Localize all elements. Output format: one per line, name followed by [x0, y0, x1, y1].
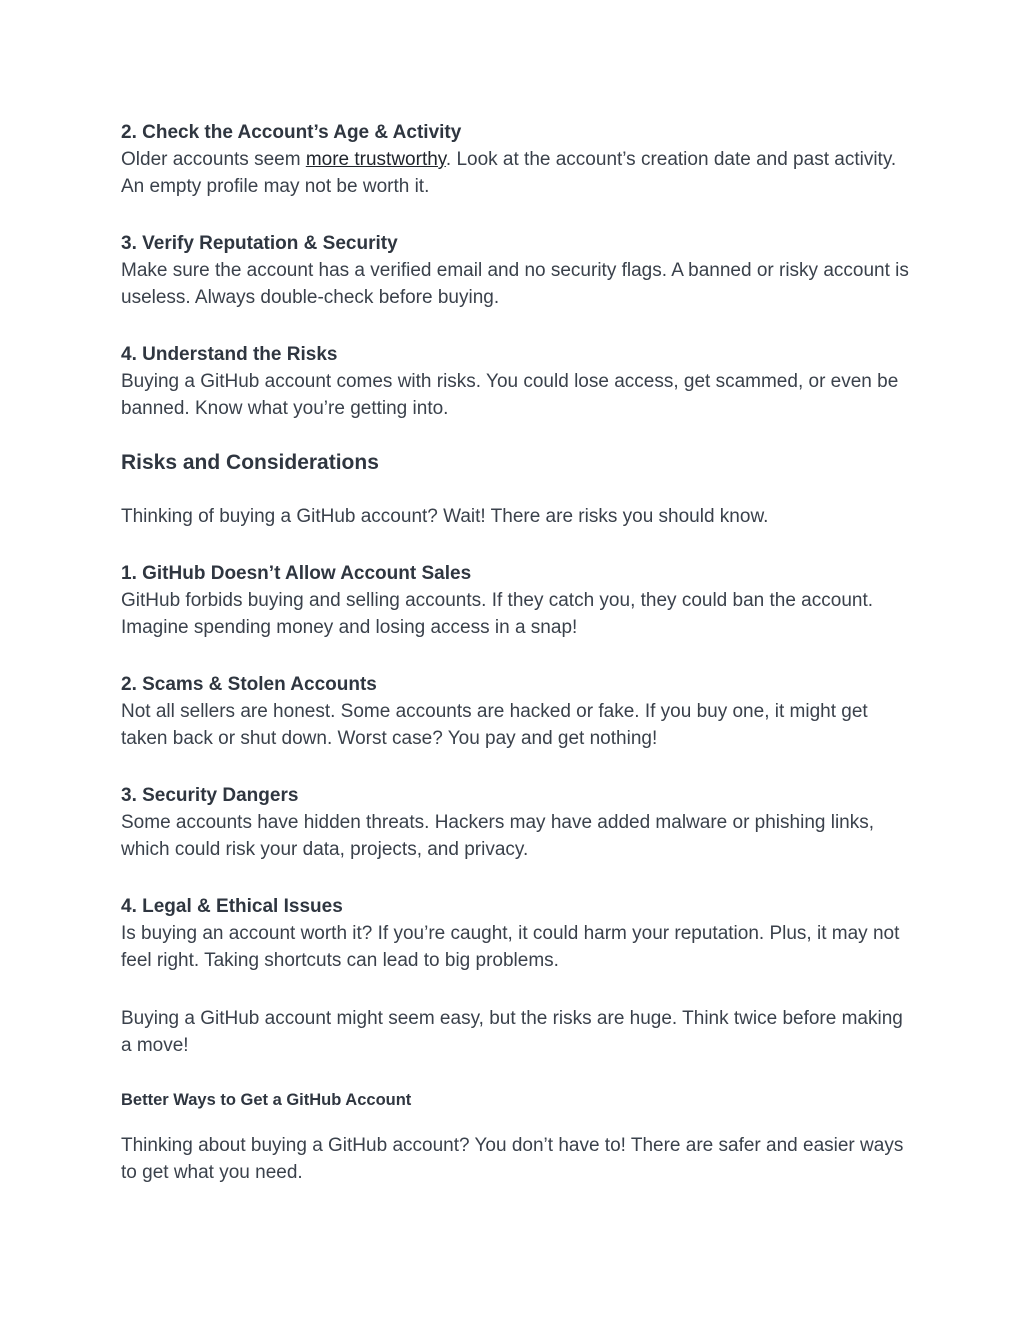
item-body: Is buying an account worth it? If you’re caught, it could harm your reputation. Plus, it may not feel right. Taking shortcuts can lead to big problems.	[121, 923, 900, 971]
item-body-text: Older accounts seem	[121, 149, 306, 170]
risk-item-scams	[121, 672, 911, 752]
item-body: Buying a GitHub account comes with risks. You could lose access, get scammed, or even be banned. Know what you’re getting into.	[121, 371, 899, 419]
risks-intro: Thinking of buying a GitHub account? Wait! There are risks you should know.	[121, 506, 769, 527]
risk-item-no-sales	[121, 561, 911, 641]
item-title: 1. GitHub Doesn’t Allow Account Sales	[121, 563, 472, 584]
item-title: 2. Check the Account’s Age & Activity	[121, 122, 462, 143]
section-heading-risks: Risks and Considerations	[121, 451, 379, 474]
item-title: 3. Security Dangers	[121, 785, 299, 806]
criteria-item-risks	[121, 342, 911, 422]
better-ways-intro: Thinking about buying a GitHub account? You don’t have to! There are safer and easier ways to get what you need.	[121, 1135, 904, 1183]
item-title: 4. Legal & Ethical Issues	[121, 896, 343, 917]
item-title: 4. Understand the Risks	[121, 344, 338, 365]
risks-conclusion: Buying a GitHub account might seem easy, but the risks are huge. Think twice before making a move!	[121, 1008, 903, 1056]
item-title: 3. Verify Reputation & Security	[121, 233, 398, 254]
section-heading-better-ways: Better Ways to Get a GitHub Account	[121, 1091, 412, 1109]
item-body	[121, 146, 911, 200]
criteria-item-reputation	[121, 231, 911, 311]
item-title: 2. Scams & Stolen Accounts	[121, 674, 377, 695]
item-body: GitHub forbids buying and selling accounts. If they catch you, they could ban the account. Imagine spending money and losing access in a snap!	[121, 590, 874, 638]
item-body-text: . Look at the account’s creation date and past activity. An empty profile may not be worth it.	[121, 149, 897, 197]
risk-item-legal	[121, 894, 911, 974]
item-body: Not all sellers are honest. Some accounts are hacked or fake. If you buy one, it might get taken back or shut down. Worst case? You pay and get nothing!	[121, 701, 868, 749]
document-page	[121, 120, 911, 1186]
criteria-item-age-activity	[121, 120, 911, 200]
item-body: Some accounts have hidden threats. Hackers may have added malware or phishing links, which could risk your data, projects, and privacy.	[121, 812, 875, 860]
more-trustworthy-link[interactable]: more trustworthy	[305, 149, 446, 170]
risk-item-security	[121, 783, 911, 863]
item-body: Make sure the account has a verified email and no security flags. A banned or risky account is useless. Always double-check before buying.	[121, 260, 909, 308]
